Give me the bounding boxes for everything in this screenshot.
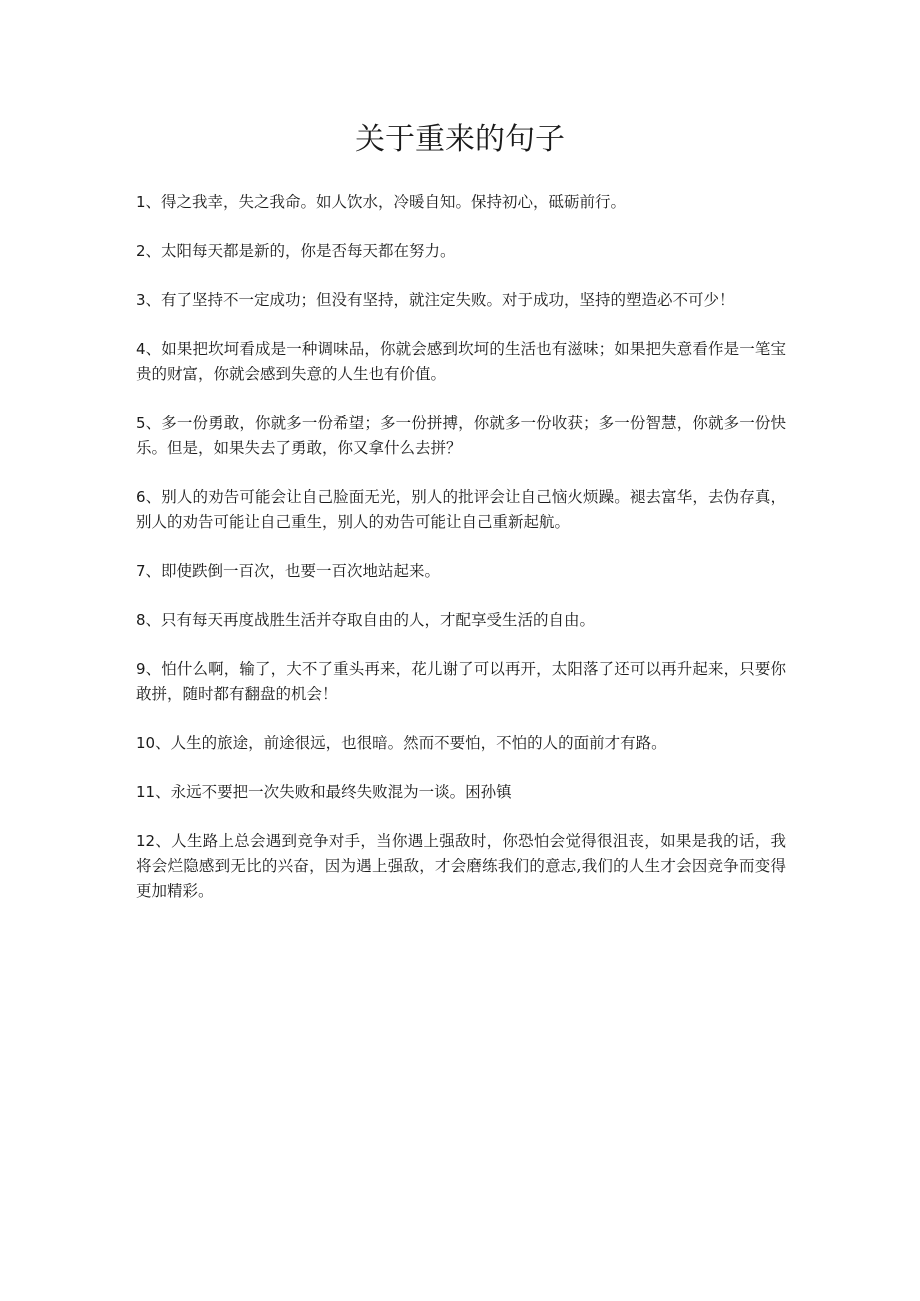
item-number: 12 (136, 832, 156, 850)
list-item (136, 485, 786, 535)
item-number: 11 (136, 783, 156, 801)
item-number: 2 (136, 242, 146, 260)
item-text: 、人生路上总会遇到竞争对手，当你遇上强敌时，你恐怕会觉得很沮丧，如果是我的话，我将会烂隐感到无比的兴奋，因为遇上强敌，才会磨练我们的意志,我们的人生才会因竞争而变得更加精彩。 (136, 832, 786, 900)
list-item (136, 657, 786, 707)
item-number: 10 (136, 734, 156, 752)
list-item (136, 190, 786, 215)
list-item (136, 559, 786, 584)
document-title: 关于重来的句子 (355, 122, 565, 157)
item-text: 、如果把坎坷看成是一种调味品，你就会感到坎坷的生活也有滋味；如果把失意看作是一笔宝贵的财富，你就会感到失意的人生也有价值。 (136, 340, 786, 383)
list-item (136, 337, 786, 387)
list-item (136, 780, 786, 805)
item-text: 、得之我幸，失之我命。如人饮水，冷暖自知。保持初心，砥砺前行。 (145, 193, 627, 211)
item-text: 、别人的劝告可能会让自己脸面无光，别人的批评会让自己恼火烦躁。褪去富华，去伪存真，别人的劝告可能让自己重生，别人的劝告可能让自己重新起航。 (136, 488, 786, 531)
item-number: 3 (136, 291, 146, 309)
item-number: 7 (136, 562, 146, 580)
sentence-list (136, 190, 786, 928)
item-text: 、永远不要把一次失败和最终失败混为一谈。困孙镇 (155, 783, 512, 801)
item-text: 、怕什么啊，输了，大不了重头再来，花儿谢了可以再开，太阳落了还可以再升起来，只要你敢拼，随时都有翻盘的机会！ (136, 660, 786, 703)
item-text: 、即使跌倒一百次，也要一百次地站起来。 (145, 562, 441, 580)
item-number: 4 (136, 340, 146, 358)
item-number: 9 (136, 660, 146, 678)
item-number: 1 (136, 193, 146, 211)
list-item (136, 731, 786, 756)
item-number: 8 (136, 611, 146, 629)
item-text: 、人生的旅途，前途很远，也很暗。然而不要怕，不怕的人的面前才有路。 (155, 734, 667, 752)
list-item (136, 829, 786, 904)
item-text: 、有了坚持不一定成功；但没有坚持，就注定失败。对于成功，坚持的塑造必不可少！ (145, 291, 735, 309)
item-text: 、太阳每天都是新的，你是否每天都在努力。 (145, 242, 456, 260)
list-item (136, 288, 786, 313)
item-text: 、多一份勇敢，你就多一份希望；多一份拼搏，你就多一份收获；多一份智慧，你就多一份快乐。但是，如果失去了勇敢，你又拿什么去拼？ (136, 414, 786, 457)
item-text: 、只有每天再度战胜生活并夺取自由的人，才配享受生活的自由。 (145, 611, 596, 629)
list-item (136, 608, 786, 633)
list-item (136, 411, 786, 461)
list-item (136, 239, 786, 264)
item-number: 6 (136, 488, 146, 506)
item-number: 5 (136, 414, 146, 432)
